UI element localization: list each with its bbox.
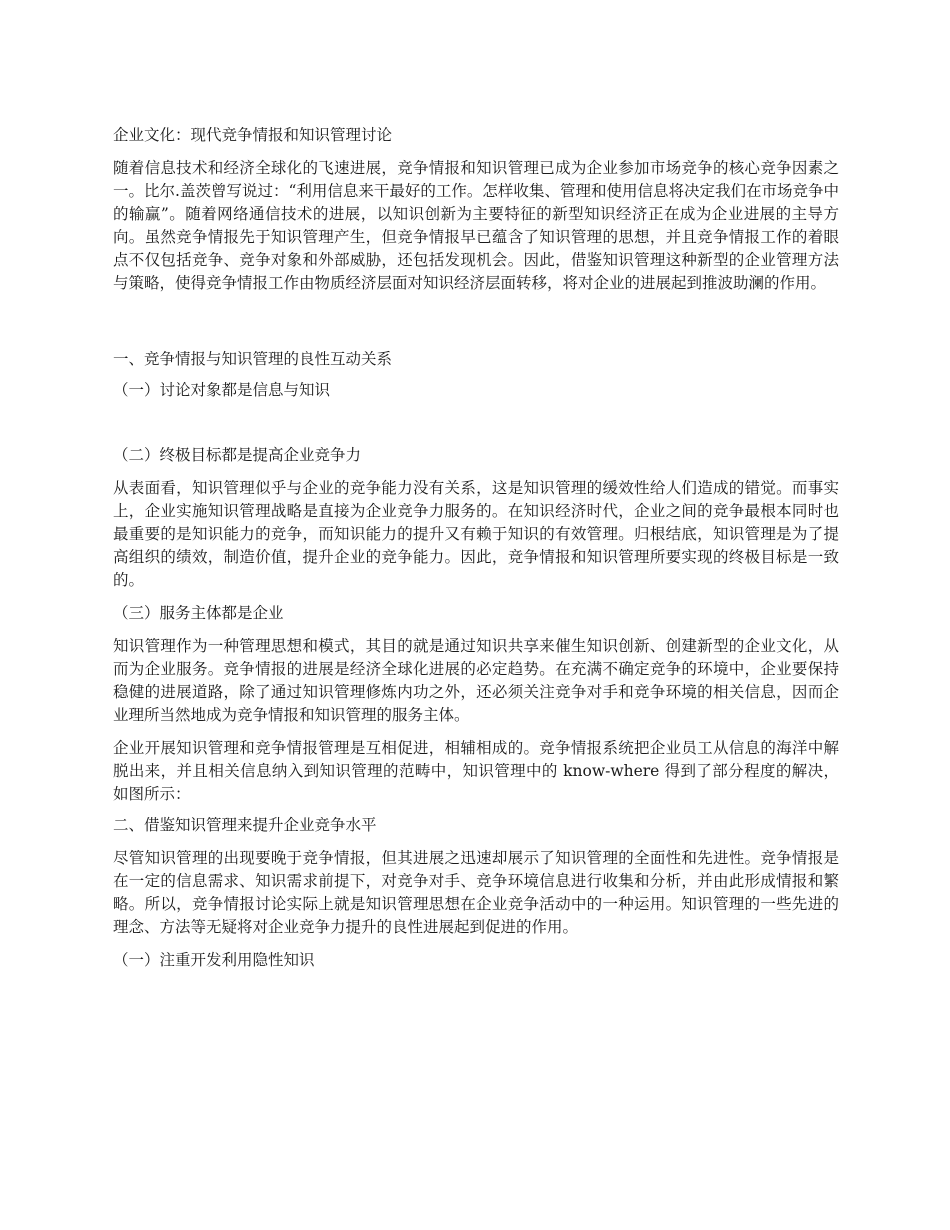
section-1-subheading-2: （二）终极目标都是提高企业竞争力 — [113, 446, 362, 464]
section-2-subheading-1: （一）注重开发利用隐性知识 — [113, 951, 315, 969]
section-1-subheading-3-body-2: 企业开展知识管理和竞争情报管理是互相促进，相辅相成的。竞争情报系统把企业员工从信息的海洋中解脱出来，并且相关信息纳入到知识管理的范畴中，知识管理中的 know-where 得到了部分程度的解决，如图所示： — [113, 739, 839, 803]
section-1-subheading-1: （一）讨论对象都是信息与知识 — [113, 381, 331, 399]
section-1-subheading-3-body: 知识管理作为一种管理思想和模式，其目的就是通过知识共享来催生知识创新、创建新型的企业文化，从而为企业服务。竞争情报的进展是经济全球化进展的必定趋势。在充满不确定竞争的环境中，企业要保持稳健的进展道路，除了通过知识管理修炼内功之外，还必须关注竞争对手和竞争环境的相关信息，因而企业理所当然地成为竞争情报和知识管理的服务主体。 — [113, 637, 839, 724]
section-2-body: 尽管知识管理的出现要晚于竞争情报，但其进展之迅速却展示了知识管理的全面性和先进性。竞争情报是在一定的信息需求、知识需求前提下，对竞争对手、竞争环境信息进行收集和分析，并由此形成情报和繁略。所以，竞争情报讨论实际上就是知识管理思想在企业竞争活动中的一种运用。知识管理的一些先进的理念、方法等无疑将对企业竞争力提升的良性进展起到促进的作用。 — [113, 849, 839, 936]
spacer — [113, 837, 839, 847]
intro-paragraph: 随着信息技术和经济全球化的飞速进展，竞争情报和知识管理已成为企业参加市场竞争的核心竞争因素之一。比尔.盖茨曾写说过：“利用信息来干最好的工作。怎样收集、管理和使用信息将决定我们在市场竞争中的输赢”。随着网络通信技术的进展，以知识创新为主要特征的新型知识经济正在成为企业进展的主导方向。虽然竞争情报先于知识管理产生，但竞争情报早已蕴含了知识管理的思想，并且竞争情报工作的着眼点不仅包括竞争、竞争对象和外部威胁，还包括发现机会。因此，借鉴知识管理这种新型的企业管理方法与策略，使得竞争情报工作由物质经济层面对知识经济层面转移，将对企业的进展起到推波助澜的作用。 — [113, 159, 839, 292]
spacer — [113, 592, 839, 602]
section-1-subheading-3: （三）服务主体都是企业 — [113, 604, 284, 622]
document-page — [113, 124, 839, 972]
spacer — [113, 939, 839, 949]
spacer — [113, 371, 839, 379]
spacer — [113, 147, 839, 157]
spacer — [113, 295, 839, 348]
spacer — [113, 727, 839, 737]
section-2-heading: 二、借鉴知识管理来提升企业竞争水平 — [113, 816, 377, 834]
section-1-subheading-2-body: 从表面看，知识管理似乎与企业的竞争能力没有关系，这是知识管理的缓效性给人们造成的错觉。而事实上，企业实施知识管理战略是直接为企业竞争力服务的。在知识经济时代，企业之间的竞争最根本同时也最重要的是知识能力的竞争，而知识能力的提升又有赖于知识的有效管理。归根结底，知识管理是为了提高组织的绩效，制造价值，提升企业的竞争能力。因此，竞争情报和知识管理所要实现的终极目标是一致的。 — [113, 479, 839, 589]
spacer — [113, 806, 839, 814]
spacer — [113, 402, 839, 444]
section-1-heading: 一、竞争情报与知识管理的良性互动关系 — [113, 350, 393, 368]
spacer — [113, 467, 839, 477]
spacer — [113, 625, 839, 635]
document-title: 企业文化：现代竞争情报和知识管理讨论 — [113, 126, 393, 144]
